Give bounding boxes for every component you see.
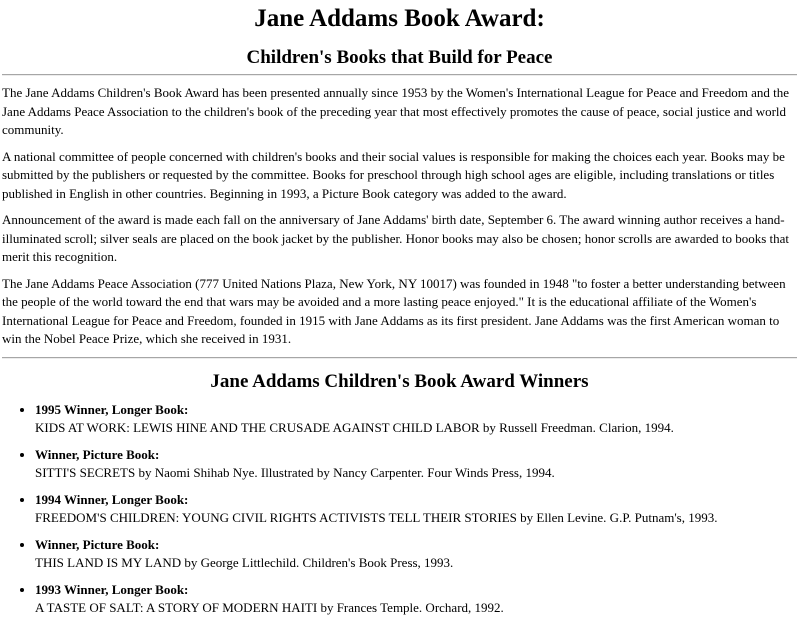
winners-divider: [2, 357, 797, 359]
intro-paragraph-announcement: Announcement of the award is made each fall on the anniversary of Jane Addams' birth date, September 6. The award winning author receives a hand-illuminated scroll; silver seals are placed on the book jacket by the publisher. Honor books may also be chosen; honor scrolls are awarded to books that merit this recognition.: [2, 212, 790, 264]
top-divider: [2, 74, 797, 76]
winner-entry: THIS LAND IS MY LAND by George Littlechild. Children's Book Press, 1993.: [35, 555, 454, 570]
winner-label: 1994 Winner, Longer Book:: [35, 491, 189, 507]
intro-paragraph-history: The Jane Addams Children's Book Award has been presented annually since 1953 by the Women's International League for Peace and Freedom and the Jane Addams Peace Association to the children's book of the preceding year that most effectively promotes the cause of peace, social justice and world community.: [2, 85, 790, 137]
winners-heading: Jane Addams Children's Book Award Winners: [210, 370, 589, 392]
winner-entry: FREEDOM'S CHILDREN: YOUNG CIVIL RIGHTS ACTIVISTS TELL THEIR STORIES by Ellen Levine. G.P. Putnam's, 1993.: [35, 510, 718, 525]
winner-label: Winner, Picture Book:: [35, 446, 160, 462]
intro-paragraph-association: The Jane Addams Peace Association (777 United Nations Plaza, New York, NY 10017) was founded in 1948 "to foster a better understanding between the people of the world toward the end that wars may be avoided and a more lasting peace enjoyed." It is the educational affiliate of the Women's International League for Peace and Freedom, founded in 1915 with Jane Addams as its first president. Jane Addams was the first American woman to win the Nobel Peace Prize, which she received in 1931.: [2, 275, 786, 346]
intro-paragraph-committee: A national committee of people concerned with children's books and their social values is responsible for making the choices each year. Books may be submitted by the publishers or requested by the committee. Books for preschool through high school ages are eligible, including translations or titles published in English in other countries. Beginning in 1993, a Picture Book category was added to the award.: [2, 148, 785, 201]
winner-item-1994-picture: [35, 536, 797, 573]
winner-item-1994-longer: [35, 491, 797, 528]
winner-entry: SITTI'S SECRETS by Naomi Shihab Nye. Illustrated by Nancy Carpenter. Four Winds Press, 1994.: [35, 465, 555, 480]
winner-item-1995-longer: [35, 401, 797, 438]
winner-label: 1995 Winner, Longer Book:: [35, 401, 189, 417]
winner-label: 1993 Winner, Longer Book:: [35, 581, 189, 597]
page-subtitle: Children's Books that Build for Peace: [246, 47, 553, 68]
winner-item-1993-longer: [35, 581, 797, 618]
winner-entry: A TASTE OF SALT: A STORY OF MODERN HAITI by Frances Temple. Orchard, 1992.: [35, 600, 504, 615]
winner-item-1995-picture: [35, 446, 797, 483]
winner-entry: KIDS AT WORK: LEWIS HINE AND THE CRUSADE AGAINST CHILD LABOR by Russell Freedman. Clarion, 1994.: [35, 420, 674, 435]
page-title: Jane Addams Book Award:: [254, 5, 545, 32]
winner-label: Winner, Picture Book:: [35, 536, 160, 552]
winners-list: [2, 401, 797, 618]
